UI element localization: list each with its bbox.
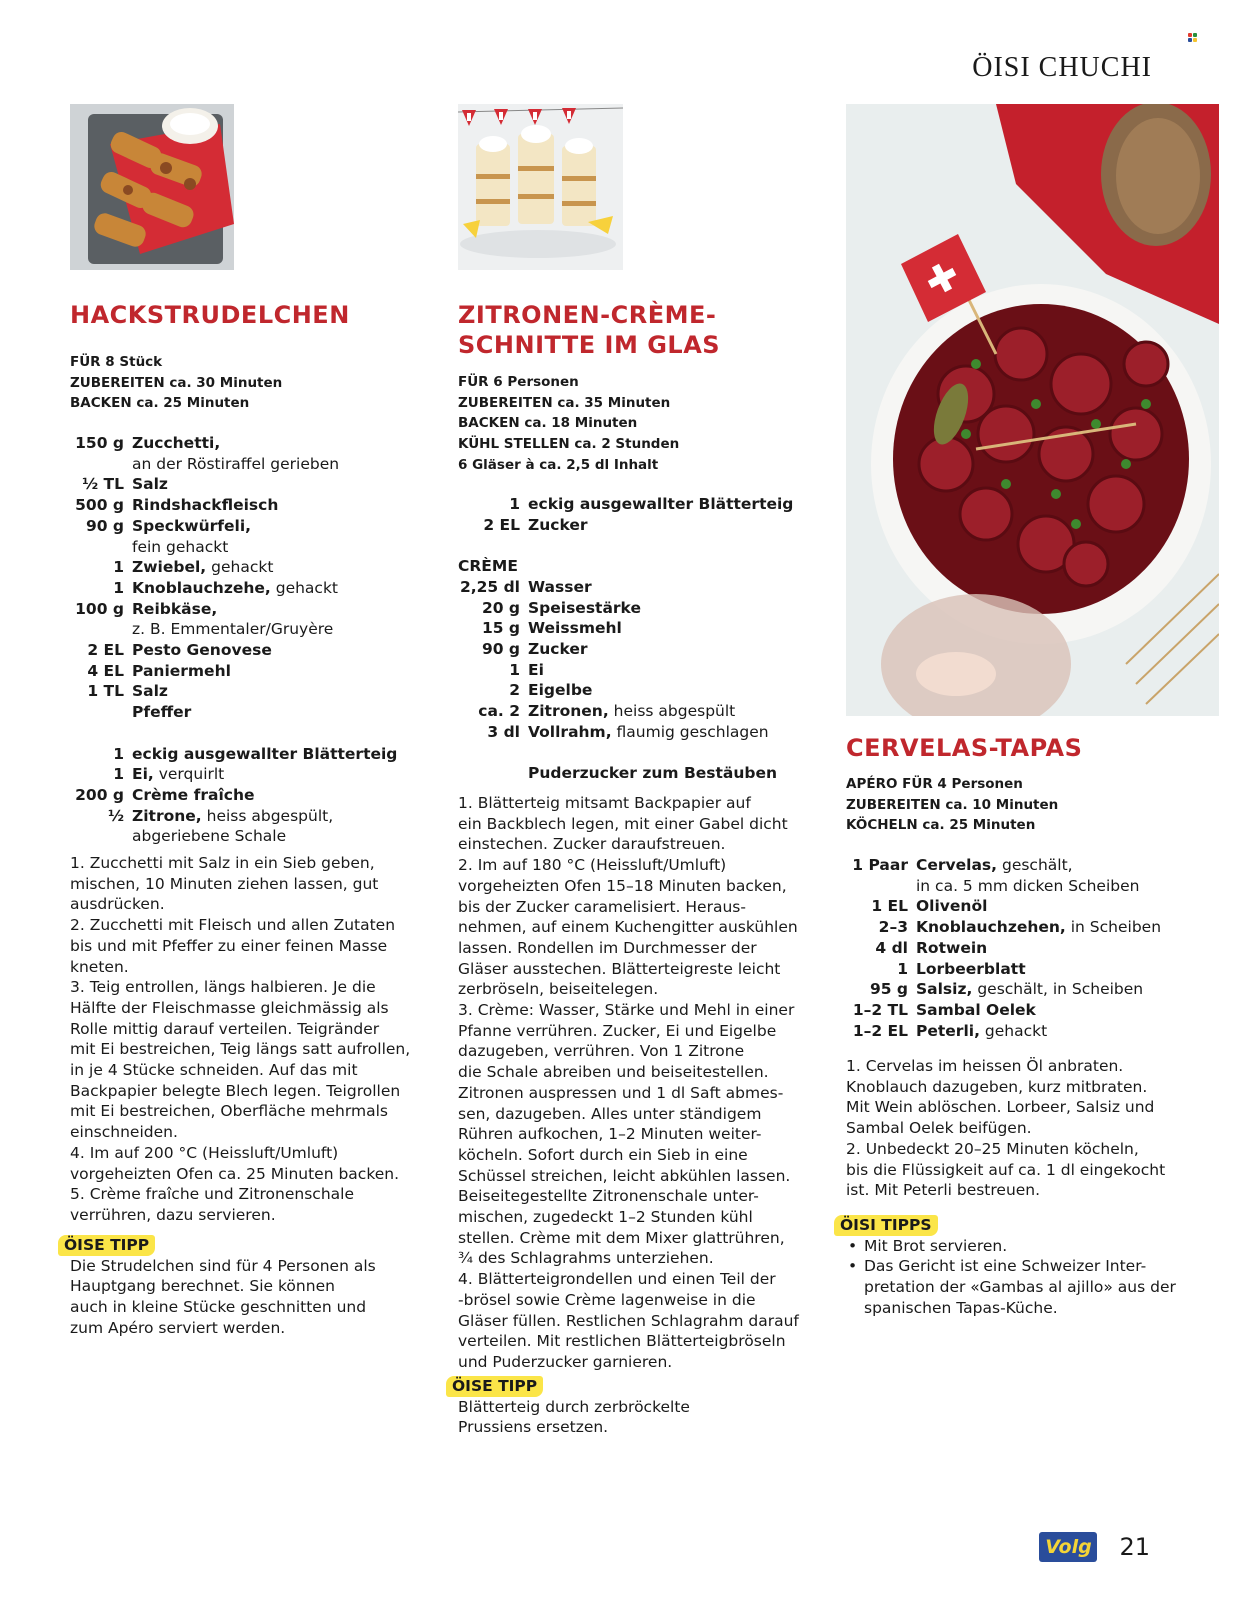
- ingredient-quantity: 1: [509, 495, 520, 513]
- zitronen-creme-photo: [458, 104, 623, 270]
- ingredient-row: [70, 599, 415, 640]
- ingredient-body: [916, 979, 1143, 1000]
- ingredient-row: [70, 578, 415, 599]
- ingredient-quantity: 3 dl: [487, 722, 520, 741]
- meta-value: 6 Personen: [493, 374, 579, 390]
- meta-label: KÖCHELN: [846, 817, 918, 834]
- ingredient-body: [916, 917, 1161, 938]
- meta-row: [458, 372, 679, 393]
- ingredient-row: [70, 474, 415, 495]
- ingredient-body: [916, 1021, 1047, 1042]
- ingredient-body: [132, 764, 224, 785]
- ingredient-body: [132, 474, 168, 495]
- ingredient-quantity: 95 g: [869, 980, 908, 999]
- ingredient-detail: in Scheiben: [1065, 918, 1162, 937]
- ingredient-row: [458, 494, 803, 515]
- ingredient-name: Knoblauchzehe,: [132, 578, 271, 597]
- meta-label: 6 Gläser à ca. 2,5 dl Inhalt: [458, 456, 659, 473]
- ingredient-quantity: 2,25 dl: [459, 577, 520, 596]
- recipe-2-tipp: [452, 1376, 803, 1438]
- meta-label: BACKEN: [458, 415, 520, 432]
- ingredient-quantity: 1: [897, 959, 908, 978]
- ingredient-gap: [458, 535, 803, 556]
- ingredient-detail: geschält,: [997, 856, 1073, 874]
- ingredient-name: Peterli,: [916, 1021, 980, 1040]
- ingredient-body: [132, 702, 191, 723]
- recipe-3-ingredients: [846, 855, 1221, 1041]
- ingredient-body: [132, 578, 338, 599]
- recipe-3-title: CERVELAS-TAPAS: [846, 734, 1083, 762]
- recipe-3-steps-text: 1. Cervelas im heissen Öl anbraten. Knoblauch dazugeben, kurz mitbraten. Mit Wein ablöschen. Lorbeer, Salsiz und Sambal Oelek beifügen. 2. Unbedeckt 20–25 Minuten köcheln, bis die Flüssigkeit auf ca. 1 dl eingekocht ist. Mit Peterli bestreuen.: [846, 1057, 1166, 1200]
- ingredient-quantity: [70, 702, 132, 723]
- recipe-2-ingredients: [458, 494, 803, 784]
- ingredient-quantity: 1: [113, 765, 124, 784]
- ingredient-row: [458, 598, 803, 619]
- meta-row: [458, 455, 679, 476]
- meta-label: ZUBEREITEN: [846, 796, 941, 813]
- ingredient-name: Reibkäse,: [132, 599, 218, 618]
- ingredient-row: [70, 640, 415, 661]
- ingredient-name: Crème fraîche: [132, 785, 255, 804]
- volg-logo: Volg: [1039, 1532, 1097, 1562]
- ingredient-quantity: 200 g: [75, 785, 124, 804]
- ingredient-detail: gehackt: [270, 578, 338, 597]
- meta-row: [458, 413, 679, 434]
- ingredient-name: Salz: [132, 682, 168, 701]
- meta-row: [70, 352, 282, 373]
- ingredient-body: [528, 680, 592, 701]
- ingredient-note: abgeriebene Schale: [132, 827, 287, 846]
- ingredient-row: [458, 577, 803, 598]
- ingredient-body: [528, 598, 641, 619]
- ingredient-row: [846, 1021, 1221, 1042]
- ingredient-gap: [458, 742, 803, 763]
- meta-value: ca. 10 Minuten: [945, 796, 1059, 813]
- recipe-1-title: HACKSTRUDELCHEN: [70, 301, 350, 329]
- ingredient-detail: heiss abgespült,: [201, 806, 334, 825]
- meta-row: [458, 393, 679, 414]
- ingredient-quantity: 90 g: [481, 639, 520, 658]
- ingredient-body: [916, 959, 1026, 980]
- ingredient-body: [132, 599, 333, 640]
- ingredient-row: [70, 516, 415, 557]
- ingredient-body: [528, 722, 769, 743]
- ingredient-body: [132, 806, 333, 847]
- recipe-1-steps: [70, 853, 415, 1226]
- ingredient-section-heading: CRÈME: [458, 557, 518, 576]
- ingredient-row: [70, 764, 415, 785]
- ingredient-row: [70, 744, 415, 765]
- ingredient-body: [528, 660, 544, 681]
- ingredient-detail: verquirlt: [153, 765, 225, 784]
- meta-row: [846, 795, 1058, 816]
- meta-value: ca. 18 Minuten: [524, 415, 638, 432]
- ingredient-body: [916, 938, 987, 959]
- ingredient-body: [916, 855, 1139, 896]
- ingredient-body: [132, 640, 272, 661]
- ingredient-body: [132, 744, 397, 765]
- ingredient-quantity: 100 g: [75, 599, 124, 618]
- ingredient-name: eckig ausgewallter Blätterteig: [528, 495, 794, 513]
- ingredient-detail: heiss abgespült: [608, 702, 736, 721]
- ingredient-body: [132, 516, 251, 557]
- recipe-1-meta: [70, 352, 282, 414]
- ingredient-quantity: [458, 763, 528, 784]
- ingredient-quantity: 150 g: [75, 434, 124, 452]
- ingredient-note: in ca. 5 mm dicken Scheiben: [916, 876, 1140, 895]
- ingredient-name: Wasser: [528, 577, 592, 596]
- ingredient-quantity: 1: [113, 578, 124, 597]
- ingredient-name: Weissmehl: [528, 619, 622, 638]
- recipe-1-tipp-label: ÖISE TIPP: [58, 1235, 155, 1256]
- ingredient-body: [528, 494, 793, 515]
- ingredient-quantity: 1–2 EL: [852, 1021, 908, 1040]
- ingredient-body: [528, 763, 777, 784]
- ingredient-quantity: 1: [113, 558, 124, 577]
- ingredient-row: [458, 722, 803, 743]
- ingredient-quantity: 2 EL: [483, 515, 520, 534]
- ingredient-quantity: ½: [107, 806, 124, 825]
- corner-mark-icon: [1188, 33, 1198, 43]
- ingredient-body: [528, 515, 588, 536]
- ingredient-name: Salz: [132, 475, 168, 494]
- ingredient-row: [846, 1000, 1221, 1021]
- meta-label: APÉRO FÜR: [846, 776, 933, 792]
- recipe-2-steps: [458, 793, 803, 1373]
- ingredient-quantity: 1: [509, 660, 520, 679]
- ingredient-detail: gehackt: [206, 558, 274, 577]
- meta-value: ca. 25 Minuten: [136, 395, 250, 412]
- ingredient-row: [70, 661, 415, 682]
- ingredient-name: Vollrahm,: [528, 722, 612, 741]
- recipe-1-tipp: [64, 1235, 415, 1339]
- meta-row: [458, 434, 679, 455]
- ingredient-quantity: 4 EL: [87, 661, 124, 680]
- meta-row: [70, 393, 282, 414]
- ingredient-quantity: 4 dl: [875, 938, 908, 957]
- ingredient-detail: gehackt: [979, 1021, 1048, 1040]
- ingredient-row: [458, 639, 803, 660]
- recipe-2-tipp-text: Blätterteig durch zerbröckelte Prussiens ersetzen.: [458, 1397, 690, 1437]
- meta-label: KÜHL STELLEN: [458, 436, 570, 453]
- ingredient-body: [528, 639, 588, 660]
- ingredient-name: Rotwein: [916, 938, 988, 957]
- ingredient-name: eckig ausgewallter Blätterteig: [132, 744, 398, 763]
- page-footer: [1039, 1532, 1150, 1562]
- ingredient-name: Zucchetti,: [132, 434, 221, 452]
- ingredient-row: [458, 660, 803, 681]
- recipe-3-steps: [846, 1056, 1221, 1201]
- ingredient-detail: geschält, in Scheiben: [972, 980, 1144, 999]
- ingredient-row: [70, 681, 415, 702]
- meta-value: 4 Personen: [937, 776, 1023, 792]
- recipe-1-tipp-text: Die Strudelchen sind für 4 Personen als Hauptgang berechnet. Sie können auch in kleine Stücke geschnitten und zum Apéro serviert werden.: [70, 1256, 376, 1337]
- ingredient-body: [528, 618, 622, 639]
- ingredient-row: [846, 896, 1221, 917]
- ingredient-name: Lorbeerblatt: [916, 959, 1026, 978]
- ingredient-name: Zucker: [528, 515, 588, 534]
- ingredient-quantity: 2: [509, 681, 520, 700]
- recipe-2-title: ZITRONEN-CRÈME- SCHNITTE IM GLAS: [458, 301, 721, 359]
- recipe-2-tipp-label: ÖISE TIPP: [446, 1376, 543, 1397]
- ingredient-row: [846, 959, 1221, 980]
- meta-value: 8 Stück: [105, 354, 163, 370]
- ingredient-name: Rindshackfleisch: [132, 496, 279, 515]
- meta-row: [846, 774, 1058, 795]
- meta-row: [846, 815, 1058, 836]
- recipe-3-meta: [846, 774, 1058, 836]
- meta-label: ZUBEREITEN: [458, 394, 553, 411]
- ingredient-name: Salsiz,: [916, 980, 973, 999]
- ingredient-quantity: 2 EL: [87, 641, 124, 660]
- ingredient-quantity: 1: [113, 744, 124, 763]
- ingredient-name: Zucker: [528, 639, 588, 658]
- ingredient-body: [132, 495, 278, 516]
- ingredient-body: [916, 896, 987, 917]
- meta-value: ca. 2 Stunden: [574, 436, 680, 453]
- ingredient-row: [846, 855, 1221, 896]
- recipe-1-steps-text: 1. Zucchetti mit Salz in ein Sieb geben, mischen, 10 Minuten ziehen lassen, gut ausdrücken. 2. Zucchetti mit Fleisch und allen Zutaten bis und mit Pfeffer zu einer feinen Masse kneten. 3. Teig entrollen, längs halbieren. Je die Hälfte der Fleischmasse gleichmässig als Rolle mittig darauf verteilen. Teigränder mit Ei bestreichen, Teig längs satt aufrollen, in je 4 Stücke schneiden. Auf das mit Backpapier belegte Blech legen. Teigrollen mit Ei bestreichen, Oberfläche mehrmals einschneiden. 4. Im auf 200 °C (Heissluft/Umluft) vorgeheizten Ofen ca. 25 Minuten backen. 5. Crème fraîche und Zitronenschale verrühren, dazu servieren.: [70, 854, 411, 1224]
- ingredient-row: [846, 979, 1221, 1000]
- ingredient-row: [458, 763, 803, 784]
- hackstrudelchen-photo: [70, 104, 234, 270]
- ingredient-row: [458, 515, 803, 536]
- ingredient-body: [528, 701, 735, 722]
- ingredient-row: [70, 702, 415, 723]
- recipe-2-meta: [458, 372, 679, 476]
- ingredient-body: [528, 577, 592, 598]
- meta-label: BACKEN: [70, 395, 132, 412]
- ingredient-row: [70, 433, 415, 474]
- ingredient-quantity: 500 g: [75, 496, 124, 515]
- ingredient-note: an der Röstiraffel gerieben: [132, 454, 340, 473]
- ingredient-body: [132, 661, 231, 682]
- ingredient-row: [846, 917, 1221, 938]
- meta-label: FÜR: [458, 374, 489, 390]
- ingredient-row: [458, 618, 803, 639]
- meta-label: ZUBEREITEN: [70, 374, 165, 391]
- ingredient-row: [458, 680, 803, 701]
- ingredient-row: [70, 557, 415, 578]
- ingredient-quantity: 1 TL: [87, 682, 124, 701]
- ingredient-note: fein gehackt: [132, 537, 229, 556]
- ingredient-row: [846, 938, 1221, 959]
- ingredient-body: [132, 557, 273, 578]
- recipe-3-tipp: [840, 1215, 1221, 1319]
- ingredient-body: [916, 1000, 1036, 1021]
- ingredient-name: Sambal Oelek: [916, 1000, 1036, 1019]
- meta-value: ca. 35 Minuten: [557, 394, 671, 411]
- ingredient-detail: flaumig geschlagen: [611, 722, 769, 741]
- ingredient-name: Speckwürfeli,: [132, 516, 252, 535]
- ingredient-row: [70, 495, 415, 516]
- recipe-3-tipp-list: [846, 1236, 1221, 1319]
- ingredient-row: [70, 785, 415, 806]
- recipe-1-ingredients: [70, 433, 415, 847]
- ingredient-name: Ei: [528, 660, 544, 679]
- ingredient-quantity: 1 EL: [871, 897, 908, 916]
- ingredient-name: Cervelas,: [916, 856, 998, 874]
- ingredient-name: Olivenöl: [916, 897, 988, 916]
- ingredient-name: Paniermehl: [132, 661, 231, 680]
- ingredient-body: [132, 433, 339, 474]
- tipp-item: • Mit Brot servieren.: [846, 1236, 1221, 1257]
- magazine-section-title: ÖISI CHUCHI: [972, 52, 1152, 83]
- ingredient-name: Zitrone,: [132, 806, 202, 825]
- ingredient-quantity: 1–2 TL: [852, 1000, 908, 1019]
- ingredient-row: [458, 701, 803, 722]
- meta-value: ca. 25 Minuten: [922, 817, 1036, 834]
- ingredient-name: Pesto Genovese: [132, 641, 272, 660]
- ingredient-body: [132, 681, 168, 702]
- cervelas-tapas-photo: [846, 104, 1219, 716]
- ingredient-quantity: ca. 2: [478, 702, 520, 721]
- ingredient-quantity: 1 Paar: [852, 856, 908, 874]
- page-number: 21: [1119, 1533, 1150, 1561]
- ingredient-name: Knoblauchzehen,: [916, 918, 1066, 937]
- recipe-2-steps-text: 1. Blätterteig mitsamt Backpapier auf ein Backblech legen, mit einer Gabel dicht einstechen. Zucker daraufstreuen. 2. Im auf 180 °C (Heissluft/Umluft) vorgeheizten Ofen 15–18 Minuten backen, bis der Zucker caramelisiert. Heraus- nehmen, auf einem Kuchengitter auskühlen lassen. Rondellen im Durchmesser der Gläser ausstechen. Blätterteigreste leicht zerbröseln, beiseitelegen. 3. Crème: Wasser, Stärke und Mehl in einer Pfanne verrühren. Zucker, Ei und Eigelbe dazugeben, verrühren. Von 1 Zitrone die Schale abreiben und beiseitestellen. Zitronen auspressen und 1 dl Saft abmes- sen, dazugeben. Alles unter ständigem Rühren aufkochen, 1–2 Minuten weiter- köcheln. Sofort durch ein Sieb in eine Schüssel streichen, leicht abkühlen lassen. Beiseitegestellte Zitronenschale unter- mischen, zugedeckt 1–2 Stunden kühl stellen. Crème mit dem Mixer glattrühren, ¾ des Schlagrahms unterziehen. 4. Blätterteigrondellen und einen Teil der -brösel sowie Crème lagenweise in die Gläser füllen. Restlichen Schlagrahm darauf verteilen. Mit restlichen Blätterteigbröseln und Puderzucker garnieren.: [458, 794, 799, 1371]
- ingredient-name: Zwiebel,: [132, 558, 207, 577]
- meta-label: FÜR: [70, 354, 101, 370]
- ingredient-name: Zitronen,: [528, 702, 609, 721]
- ingredient-note: z. B. Emmentaler/Gruyère: [132, 620, 334, 639]
- ingredient-name: Pfeffer: [132, 703, 192, 722]
- meta-row: [70, 373, 282, 394]
- ingredient-quantity: 20 g: [481, 598, 520, 617]
- ingredient-body: [132, 785, 255, 806]
- ingredient-quantity: 90 g: [85, 516, 124, 535]
- ingredient-row: [70, 806, 415, 847]
- ingredient-quantity: ½ TL: [82, 475, 124, 494]
- ingredient-name: Ei,: [132, 765, 154, 784]
- ingredient-gap: [70, 723, 415, 744]
- ingredient-quantity: 15 g: [481, 619, 520, 638]
- ingredient-quantity: 2–3: [878, 918, 908, 937]
- meta-value: ca. 30 Minuten: [169, 374, 283, 391]
- ingredient-name: Puderzucker zum Bestäuben: [528, 764, 778, 783]
- recipe-3-tipp-label: ÖISI TIPPS: [834, 1215, 938, 1236]
- ingredient-name: Speisestärke: [528, 598, 641, 617]
- ingredient-name: Eigelbe: [528, 681, 593, 700]
- tipp-item: • Das Gericht ist eine Schweizer Inter- pretation der «Gambas al ajillo» aus der spanischen Tapas-Küche.: [846, 1256, 1221, 1318]
